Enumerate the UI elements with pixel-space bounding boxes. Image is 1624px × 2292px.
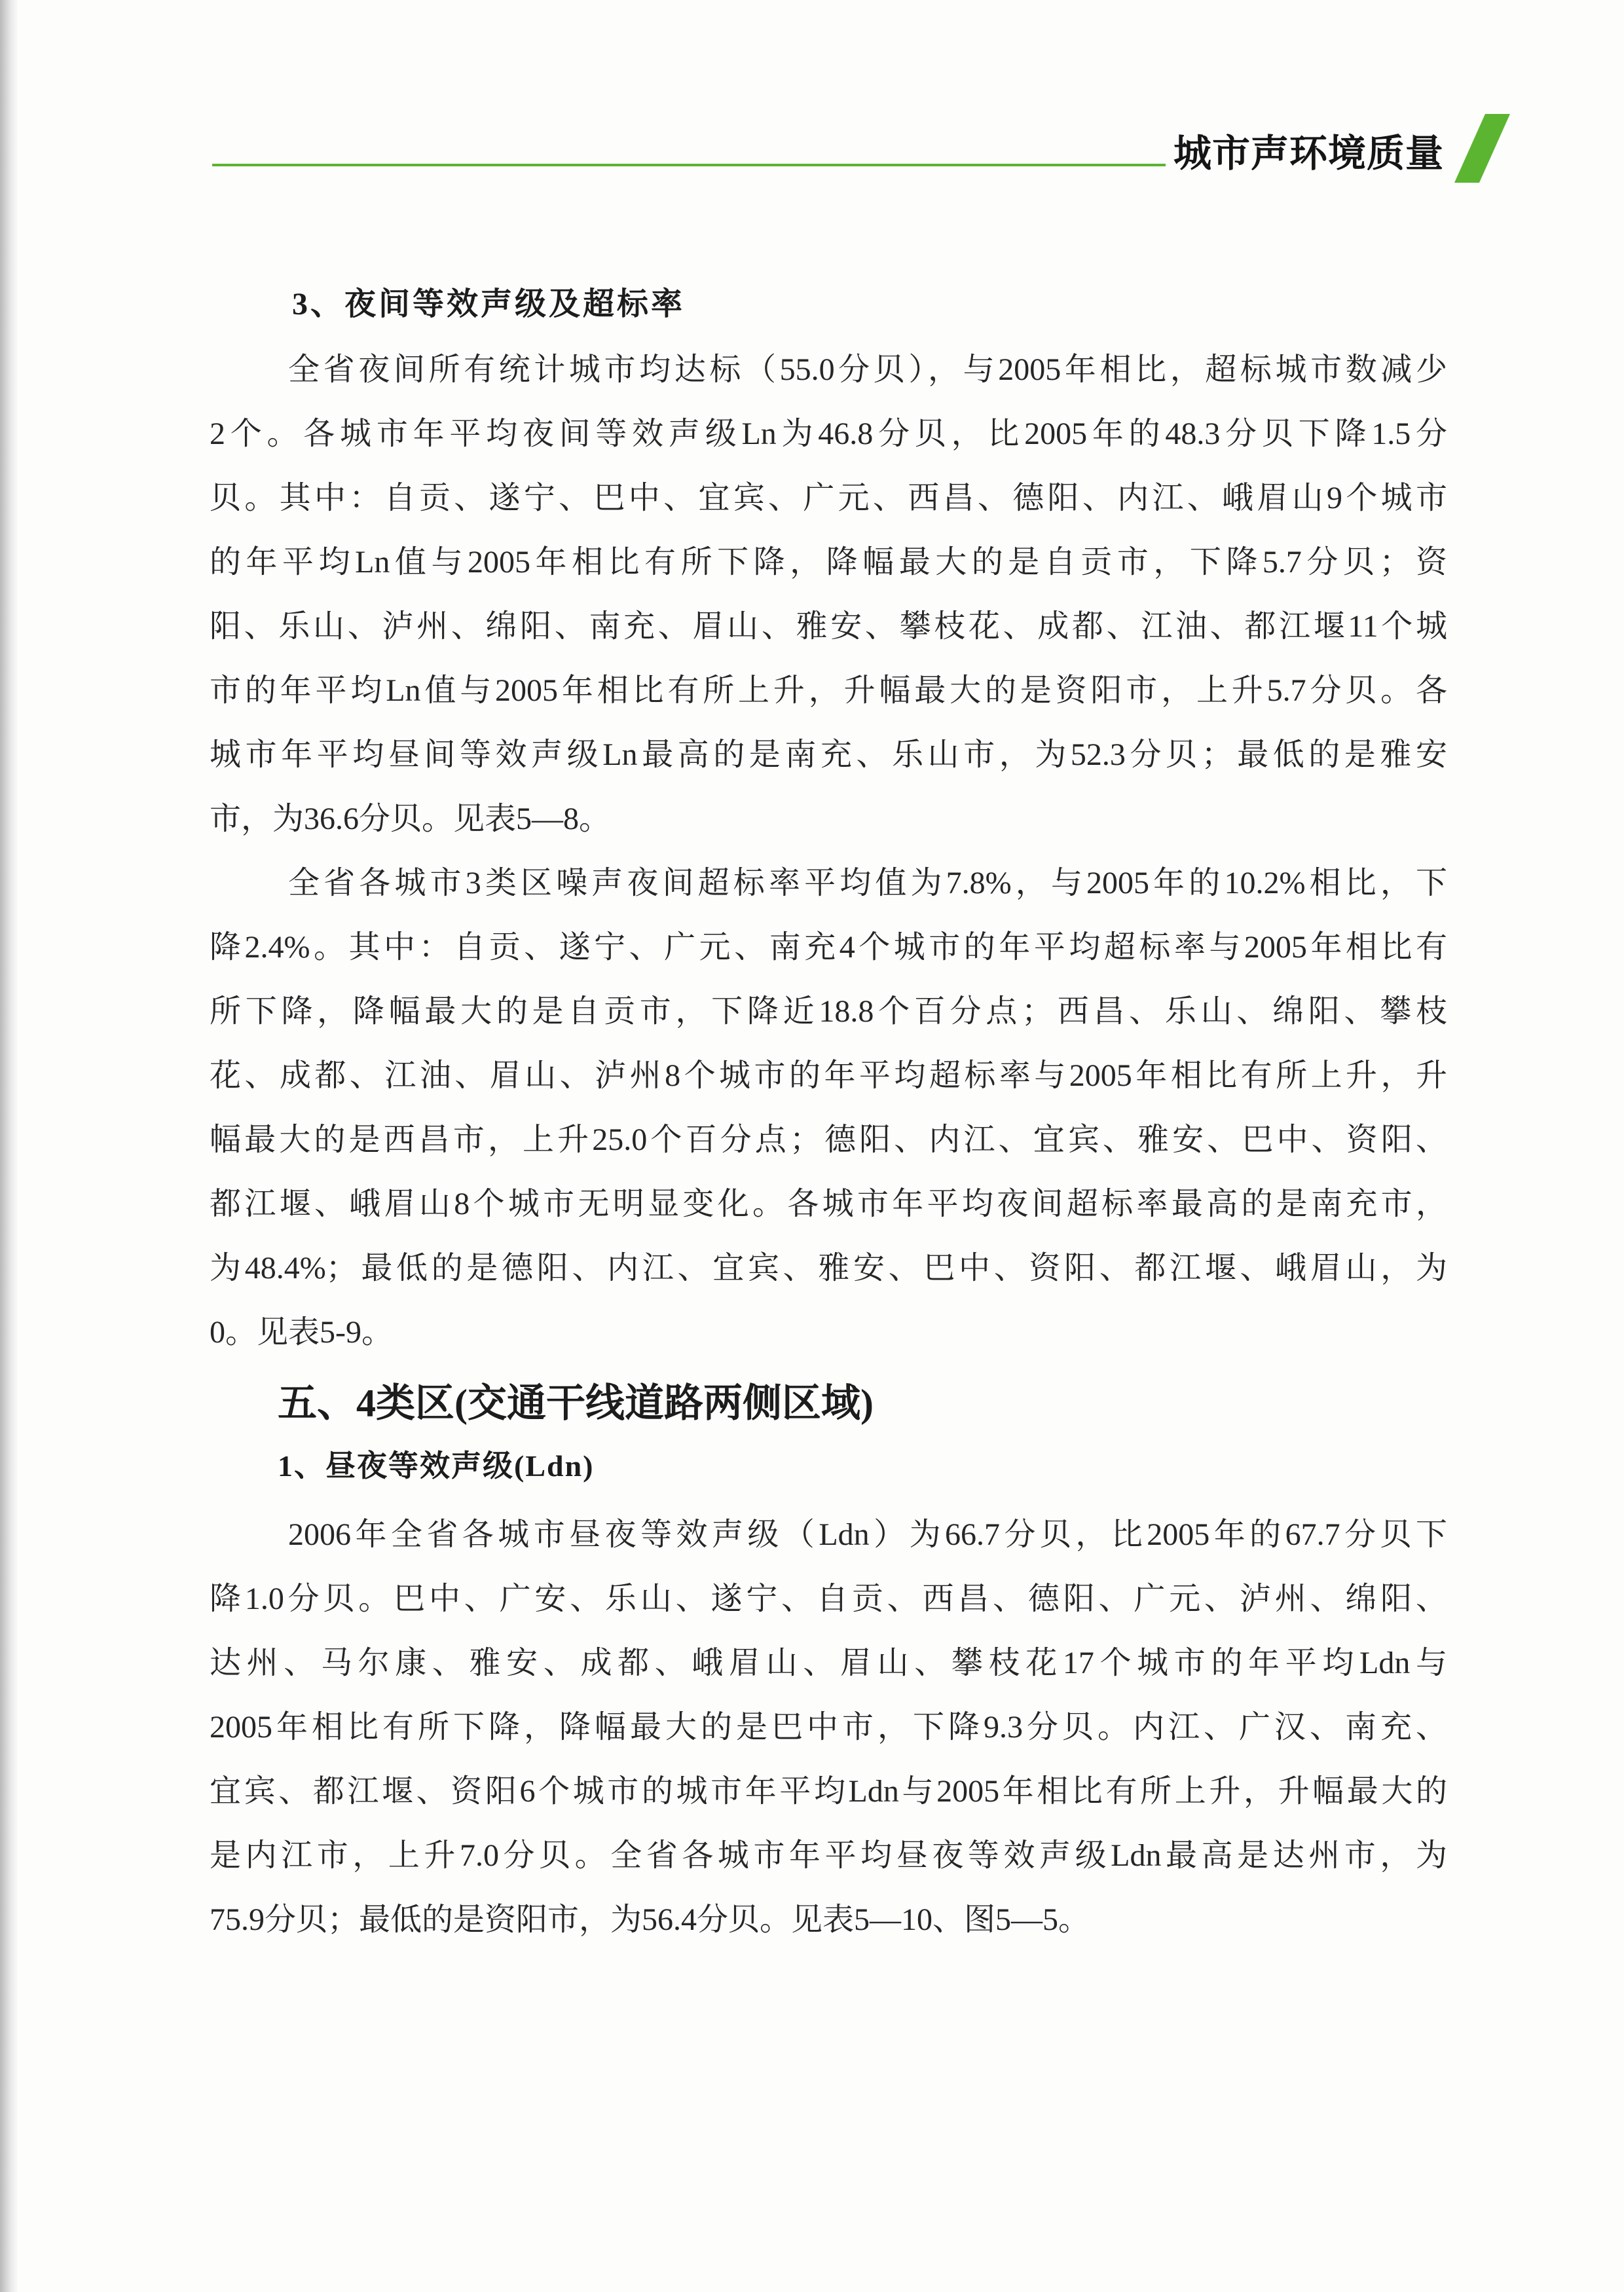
header-rule bbox=[212, 164, 1166, 166]
paragraph bbox=[210, 851, 1447, 1365]
text-line: 2005年相比有所下降，降幅最大的是巴中市，下降9.3分贝。内江、广汉、南充、 bbox=[210, 1710, 1447, 1745]
section-heading: 五、4类区(交通干线道路两侧区域) bbox=[278, 1382, 874, 1425]
text-line: 幅最大的是西昌市，上升25.0个百分点；德阳、内江、宜宾、雅安、巴中、资阳、 bbox=[210, 1122, 1447, 1157]
text-line: 全省各城市3类区噪声夜间超标率平均值为7.8%，与2005年的10.2%相比，下 bbox=[288, 866, 1447, 900]
body-text bbox=[210, 338, 1447, 1365]
text-line: 城市年平均昼间等效声级Ln最高的是南充、乐山市，为52.3分贝；最低的是雅安 bbox=[210, 737, 1447, 772]
text-line: 降1.0分贝。巴中、广安、乐山、遂宁、自贡、西昌、德阳、广元、泸州、绵阳、 bbox=[210, 1581, 1447, 1616]
text-line: 宜宾、都江堰、资阳6个城市的城市年平均Ldn与2005年相比有所上升，升幅最大的 bbox=[210, 1774, 1447, 1809]
text-line: 75.9分贝；最低的是资阳市，为56.4分贝。见表5—10、图5—5。 bbox=[210, 1902, 1090, 1937]
text-line: 市，为36.6分贝。见表5—8。 bbox=[210, 802, 611, 836]
text-line: 2006年全省各城市昼夜等效声级（Ldn）为66.7分贝，比2005年的67.7分贝下 bbox=[288, 1517, 1447, 1552]
text-line: 所下降，降幅最大的是自贡市，下降近18.8个百分点；西昌、乐山、绵阳、攀枝 bbox=[210, 994, 1447, 1029]
text-line: 达州、马尔康、雅安、成都、峨眉山、眉山、攀枝花17个城市的年平均Ldn与 bbox=[210, 1646, 1447, 1680]
body-text bbox=[210, 1503, 1447, 1952]
text-line: 是内江市，上升7.0分贝。全省各城市年平均昼夜等效声级Ldn最高是达州市，为 bbox=[210, 1838, 1447, 1873]
text-line: 2个。各城市年平均夜间等效声级Ln为46.8分贝，比2005年的48.3分贝下降1.5分 bbox=[210, 416, 1447, 451]
text-line: 市的年平均Ln值与2005年相比有所上升，升幅最大的是资阳市，上升5.7分贝。各 bbox=[210, 673, 1447, 708]
subsection-heading: 1、昼夜等效声级(Ldn) bbox=[278, 1449, 595, 1483]
text-line: 贝。其中：自贡、遂宁、巴中、宜宾、广元、西昌、德阳、内江、峨眉山9个城市 bbox=[210, 481, 1447, 515]
paragraph bbox=[210, 338, 1447, 851]
text-line: 降2.4%。其中：自贡、遂宁、广元、南充4个城市的年平均超标率与2005年相比有 bbox=[210, 930, 1447, 965]
section-heading: 3、夜间等效声级及超标率 bbox=[292, 287, 686, 322]
text-line: 0。见表5-9。 bbox=[210, 1315, 393, 1350]
scan-edge bbox=[0, 0, 18, 2292]
chapter-title: 城市声环境质量 bbox=[1173, 131, 1444, 176]
text-line: 花、成都、江油、眉山、泸州8个城市的年平均超标率与2005年相比有所上升，升 bbox=[210, 1058, 1447, 1093]
text-line: 为48.4%；最低的是德阳、内江、宜宾、雅安、巴中、资阳、都江堰、峨眉山，为 bbox=[210, 1251, 1447, 1285]
text-line: 阳、乐山、泸州、绵阳、南充、眉山、雅安、攀枝花、成都、江油、都江堰11个城 bbox=[210, 609, 1447, 644]
text-line: 的年平均Ln值与2005年相比有所下降，降幅最大的是自贡市，下降5.7分贝；资 bbox=[210, 545, 1447, 580]
paragraph bbox=[210, 1503, 1447, 1952]
text-line: 全省夜间所有统计城市均达标（55.0分贝），与2005年相比，超标城市数减少 bbox=[288, 352, 1447, 387]
header-slash-decoration bbox=[1447, 110, 1519, 189]
text-line: 都江堰、峨眉山8个城市无明显变化。各城市年平均夜间超标率最高的是南充市， bbox=[210, 1187, 1447, 1221]
slash-shape bbox=[1454, 114, 1510, 183]
